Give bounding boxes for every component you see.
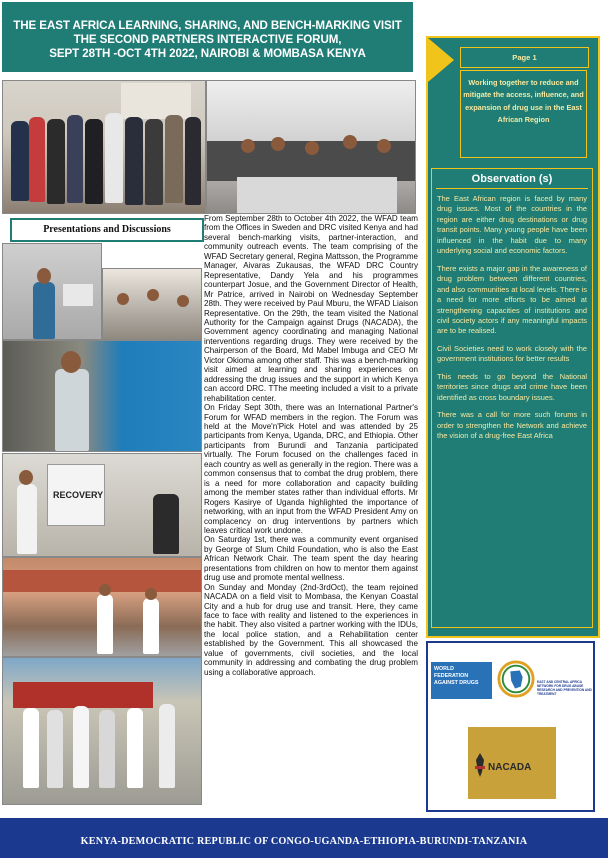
observation-item: This needs to go beyond the National territories since drugs and crime have been identified as cross boundary issues. (437, 371, 587, 402)
observation-item: There exists a major gap in the awareness of drug problem between different countries, and also communities at local levels. There is a need for more efforts to be aimed at strengthening capacities of institutions and civil society actors if any meaningful impacts are to be realised. (437, 263, 587, 336)
speaker-banner-photo (2, 340, 202, 452)
sidebar-arrow (428, 38, 454, 82)
article-paragraph: On Sunday and Monday (2nd-3rdOct), the team rejoined NACADA on a field visit to Mombasa, the Kenyan Coastal City and a hub for drug use and transit. Here, they came face to face with reality and listened to the experiences in the habit. They also visited a partner working with the IDUs, the local police station, and a Rehabilitation center established by the Government. This all showcased the value of governments, civil societies, and the local community in addressing and combating the drug problem using a collaborative approach. (204, 582, 418, 677)
article-body (204, 214, 418, 677)
header-subtitle: THE SECOND PARTNERS INTERACTIVE FORUM, (73, 33, 342, 46)
newsletter-header (2, 2, 413, 72)
article-paragraph: On Saturday 1st, there was a community event organised by George of Slum Child Foundation, who is also the East African Network Chair. The team spent the day hearing presentations from children on how to mentor them against drug use and promote mental wellness. (204, 535, 418, 583)
nacada-logo-text: NACADA (488, 762, 532, 773)
article-paragraph: On Friday Sept 30th, there was an International Partner's Forum for WFAD members in the region. The Forum was held at the Move'n'Pick Hotel and was attended by 25 participants from Kenya, Uganda, DRC, and Ethiopia. Other participants from Burundi and Tanzania participated virtually. The Forum focused on the challenges faced in each country as well as generally in the region. There was a common consensus that to combat the drug problem, there is a need for more collaboration and capacity building among the member states rather than individual efforts. Mr Rogers Kasirye of Uganda highlighted the importance of networking, with an input from the WFAD President Amy on complacency on drug interventions by partners which leaves critical work undone. (204, 403, 418, 535)
presenter-photo (2, 243, 102, 340)
observation-item: There was a call for more such forums in order to strengthen the Network and achieve the vision of a drug-free East Africa (437, 410, 587, 441)
header-dates: SEPT 28TH -OCT 4TH 2022, NAIROBI & MOMBASA KENYA (49, 47, 366, 60)
section-label: Presentations and Discussions (10, 218, 204, 242)
observation-item: The East African region is faced by many drug issues. Most of the countries in the region are either drug destinations or drug transit points. Many young people have been influenced in the habit due to many underlying social and economic factors. (437, 194, 587, 256)
recovery-photo (2, 453, 202, 557)
footer-countries: KENYA-DEMOCRATIC REPUBLIC OF CONGO-UGANDA-ETHIOPIA-BURUNDI-TANZANIA (80, 836, 528, 847)
audience-photo (102, 268, 202, 340)
sidebar-tagline: Working together to reduce and mitigate the access, influence, and expansion of drug use in the East African Region (460, 70, 587, 158)
article-paragraph: From September 28th to October 4th 2022, the WFAD team from the Offices in Sweden and DRC visited Kenya and had several bench-marking visits, partner-interaction, and community outreach events. The team comprising of the WFAD Secretary general, Regina Mattsson, the Programme Manager, Aivaras Zukausas, the WFAD DRC Country Representative, Dandy Yela and his programmes counterpart Josue, and the Government Director of Health, Mr Patrice, arrived in Nairobi on Wednesday September 28th. They were received by Paul Mburu, the WFAD Liaison Representative. On the 29th, the team visited the National Authority for the Campaign against Drugs (NACADA), the Government agency coordinating and managing National interventions regarding drugs. They were received by the Chairperson of the Board, Md Mabel Imbuga and CEO Mr Victor Okioma among other staff. This was a bench-marking visit aimed at learning and sharing experiences on addressing the drug issues and the support in which Kenya can accord DRC. TThe meeting included a visit to a private rehabilitation center. (204, 214, 418, 403)
observation-title: Observation (s) (471, 173, 553, 185)
community-event-photo (2, 557, 202, 657)
recovery-slide-text: RECOVERY (53, 490, 104, 500)
observation-list (437, 194, 587, 449)
header-title: THE EAST AFRICA LEARNING, SHARING, AND BENCH-MARKING VISIT (13, 19, 402, 32)
page-number: Page 1 (460, 47, 589, 68)
nacada-emblem-icon (472, 752, 488, 778)
observation-item: Civil Societies need to work closely with the government institutions for better results (437, 343, 587, 364)
ecan-logo (497, 660, 535, 698)
group-photo (2, 80, 206, 214)
wfad-logo: WORLD FEDERATION AGAINST DRUGS (431, 662, 492, 699)
ecan-logo-text: EAST AND CENTRAL AFRICA NETWORK FOR DRUG ABUSE RESEARCH AND PREVENTION AND TREATMENT (537, 680, 592, 696)
march-photo (2, 657, 202, 805)
meeting-photo (206, 80, 416, 214)
observation-divider (436, 188, 588, 189)
